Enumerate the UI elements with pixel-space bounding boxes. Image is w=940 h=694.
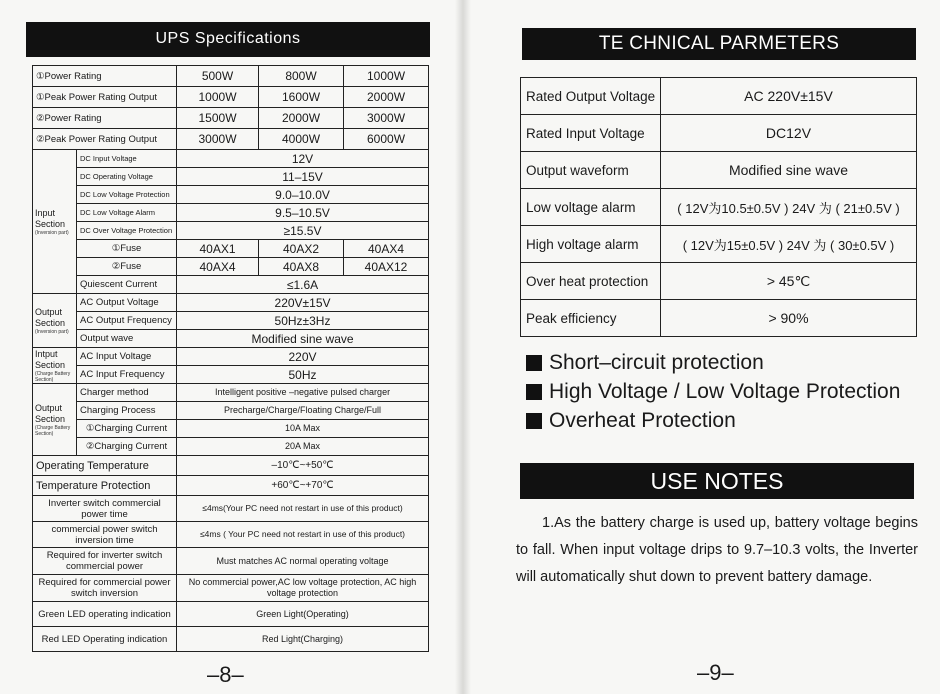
- row-label: ①Peak Power Rating Output: [33, 87, 177, 108]
- cell-value: > 45℃: [661, 263, 917, 300]
- table-row: [33, 240, 429, 258]
- row-label: Red LED Operating indication: [33, 627, 177, 652]
- table-row: [521, 263, 917, 300]
- row-label: AC Input Voltage: [77, 348, 177, 366]
- table-row: [33, 276, 429, 294]
- row-label: Required for commercial power switch inversion: [33, 575, 177, 602]
- row-label: Over heat protection: [521, 263, 661, 300]
- row-label: Green LED operating indication: [33, 602, 177, 627]
- row-label: DC Operating Voltage: [77, 168, 177, 186]
- row-label: Low voltage alarm: [521, 189, 661, 226]
- row-label: DC Input Voltage: [77, 150, 177, 168]
- table-row: [521, 300, 917, 337]
- category-sublabel: (Charge Battery Section): [35, 424, 71, 437]
- row-label: DC Low Voltage Protection: [77, 186, 177, 204]
- table-row: [33, 66, 429, 87]
- table-row: [33, 384, 429, 402]
- table-row: [33, 87, 429, 108]
- row-label: ①Charging Current: [77, 420, 177, 438]
- row-label: commercial power switch inversion time: [33, 522, 177, 548]
- list-item: [526, 377, 900, 406]
- row-label: Charging Process: [77, 402, 177, 420]
- cell-value: 40AX2: [259, 240, 344, 258]
- technical-parameters-title: TE CHNICAL PARMETERS: [522, 28, 916, 60]
- technical-parameters-table: [520, 77, 917, 337]
- table-row: [33, 476, 429, 496]
- cell-value: 4000W: [259, 129, 344, 150]
- row-label: ②Peak Power Rating Output: [33, 129, 177, 150]
- feature-label: Overheat Protection: [549, 408, 736, 432]
- cell-value: ≤4ms(Your PC need not restart in use of this product): [177, 496, 429, 522]
- cell-value: 6000W: [344, 129, 429, 150]
- cell-value: ( 12V为10.5±0.5V ) 24V 为 ( 21±0.5V ): [661, 189, 917, 226]
- cell-value: –10℃~+50℃: [177, 456, 429, 476]
- table-row: [33, 420, 429, 438]
- row-label: ②Fuse: [77, 258, 177, 276]
- cell-value: 1500W: [177, 108, 259, 129]
- table-row: [33, 522, 429, 548]
- cell-value: No commercial power,AC low voltage protection, AC high voltage protection: [177, 575, 429, 602]
- row-label: Rated Input Voltage: [521, 115, 661, 152]
- use-note-paragraph: 1.As the battery charge is used up, battery voltage begins to fall. When input voltage drips to 9.7–10.3 volts, the Inverter will automatically shut down to prevent battery damage.: [516, 515, 918, 585]
- cell-value: ≤4ms ( Your PC need not restart in use of this product): [177, 522, 429, 548]
- row-label: Peak efficiency: [521, 300, 661, 337]
- row-label: Quiescent Current: [77, 276, 177, 294]
- row-label: ②Power Rating: [33, 108, 177, 129]
- row-label: ②Charging Current: [77, 438, 177, 456]
- table-row: [33, 168, 429, 186]
- cell-value: 1000W: [177, 87, 259, 108]
- cell-value: DC12V: [661, 115, 917, 152]
- page-gutter: [455, 0, 471, 694]
- row-label: ①Power Rating: [33, 66, 177, 87]
- feature-list: [526, 348, 900, 435]
- cell-value: 500W: [177, 66, 259, 87]
- category-output-section: [33, 294, 77, 348]
- table-row: [33, 150, 429, 168]
- cell-value: 20A Max: [177, 438, 429, 456]
- cell-value: Precharge/Charge/Floating Charge/Full: [177, 402, 429, 420]
- cell-value: ≤1.6A: [177, 276, 429, 294]
- row-label: ①Fuse: [77, 240, 177, 258]
- category-label: Output Section: [35, 402, 66, 424]
- table-row: [33, 108, 429, 129]
- category-charge-input-section: [33, 348, 77, 384]
- cell-value: ( 12V为15±0.5V ) 24V 为 ( 30±0.5V ): [661, 226, 917, 263]
- table-row: [33, 204, 429, 222]
- table-row: [33, 627, 429, 652]
- row-label: Temperature Protection: [33, 476, 177, 496]
- cell-value: Must matches AC normal operating voltage: [177, 548, 429, 575]
- row-label: Operating Temperature: [33, 456, 177, 476]
- feature-label: High Voltage / Low Voltage Protection: [549, 379, 901, 403]
- category-sublabel: (Inversion part): [35, 328, 69, 335]
- square-bullet-icon: [526, 384, 542, 400]
- cell-value: 3000W: [177, 129, 259, 150]
- page-number-left: –8–: [207, 662, 244, 687]
- cell-value: 9.5–10.5V: [177, 204, 429, 222]
- table-row: [33, 330, 429, 348]
- table-row: [521, 189, 917, 226]
- table-row: [33, 456, 429, 476]
- cell-value: ≥15.5V: [177, 222, 429, 240]
- table-row: [33, 258, 429, 276]
- row-label: AC Input Frequency: [77, 366, 177, 384]
- table-row: [33, 575, 429, 602]
- row-label: DC Low Voltage Alarm: [77, 204, 177, 222]
- table-row: [33, 348, 429, 366]
- table-row: [33, 548, 429, 575]
- table-row: [521, 152, 917, 189]
- cell-value: 40AX12: [344, 258, 429, 276]
- cell-value: Modified sine wave: [661, 152, 917, 189]
- cell-value: 220V: [177, 348, 429, 366]
- ups-spec-table: [32, 65, 429, 652]
- category-sublabel: (Charge Battery Section): [35, 370, 71, 383]
- table-row: [33, 496, 429, 522]
- table-row: [521, 115, 917, 152]
- cell-value: 40AX1: [177, 240, 259, 258]
- cell-value: 2000W: [259, 108, 344, 129]
- table-row: [33, 402, 429, 420]
- table-row: [33, 129, 429, 150]
- table-row: [33, 602, 429, 627]
- table-row: [33, 366, 429, 384]
- cell-value: 9.0–10.0V: [177, 186, 429, 204]
- cell-value: AC 220V±15V: [661, 78, 917, 115]
- cell-value: Intelligent positive –negative pulsed charger: [177, 384, 429, 402]
- category-label: Output Section: [35, 306, 66, 328]
- cell-value: Green Light(Operating): [177, 602, 429, 627]
- list-item: [526, 348, 900, 377]
- category-charge-output-section: [33, 384, 77, 456]
- table-row: [33, 294, 429, 312]
- list-item: [526, 406, 900, 435]
- cell-value: 10A Max: [177, 420, 429, 438]
- row-label: DC Over Voltage Protection: [77, 222, 177, 240]
- row-label: Inverter switch commercial power time: [33, 496, 177, 522]
- square-bullet-icon: [526, 413, 542, 429]
- feature-label: Short–circuit protection: [549, 350, 764, 374]
- table-row: [33, 222, 429, 240]
- table-row: [33, 312, 429, 330]
- row-label: Rated Output Voltage: [521, 78, 661, 115]
- table-row: [521, 78, 917, 115]
- cell-value: +60℃~+70℃: [177, 476, 429, 496]
- row-label: Charger method: [77, 384, 177, 402]
- square-bullet-icon: [526, 355, 542, 371]
- use-notes-title: USE NOTES: [520, 463, 914, 499]
- page-number-right: –9–: [697, 660, 734, 685]
- row-label: Output waveform: [521, 152, 661, 189]
- cell-value: Modified sine wave: [177, 330, 429, 348]
- row-label: High voltage alarm: [521, 226, 661, 263]
- category-label: Intput Section: [35, 348, 66, 370]
- row-label: Required for inverter switch commercial power: [33, 548, 177, 575]
- category-input-section: [33, 150, 77, 294]
- cell-value: 12V: [177, 150, 429, 168]
- cell-value: > 90%: [661, 300, 917, 337]
- cell-value: Red Light(Charging): [177, 627, 429, 652]
- row-label: AC Output Frequency: [77, 312, 177, 330]
- table-row: [33, 438, 429, 456]
- cell-value: 40AX4: [177, 258, 259, 276]
- ups-specifications-title: UPS Specifications: [26, 22, 430, 57]
- cell-value: 11–15V: [177, 168, 429, 186]
- category-label: Input Section: [35, 207, 66, 229]
- cell-value: 1600W: [259, 87, 344, 108]
- cell-value: 2000W: [344, 87, 429, 108]
- cell-value: 40AX8: [259, 258, 344, 276]
- category-sublabel: (Inversion part): [35, 229, 69, 236]
- cell-value: 50Hz: [177, 366, 429, 384]
- cell-value: 220V±15V: [177, 294, 429, 312]
- table-row: [521, 226, 917, 263]
- cell-value: 800W: [259, 66, 344, 87]
- row-label: Output wave: [77, 330, 177, 348]
- cell-value: 40AX4: [344, 240, 429, 258]
- row-label: AC Output Voltage: [77, 294, 177, 312]
- cell-value: 50Hz±3Hz: [177, 312, 429, 330]
- cell-value: 3000W: [344, 108, 429, 129]
- cell-value: 1000W: [344, 66, 429, 87]
- table-row: [33, 186, 429, 204]
